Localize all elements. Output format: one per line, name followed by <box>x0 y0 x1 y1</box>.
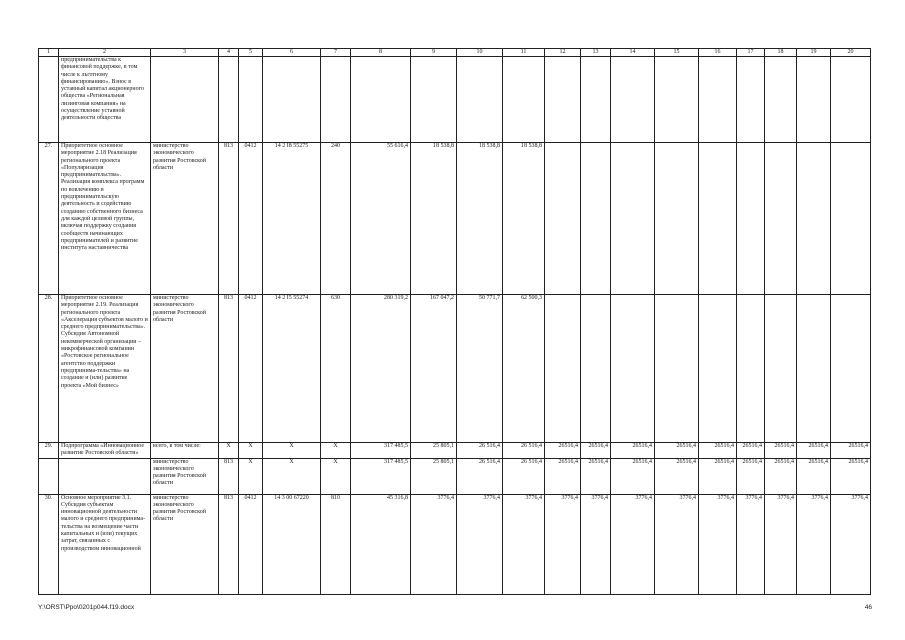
amount-cell: 167 047,2 <box>411 295 457 443</box>
amount-cell: 62 500,3 <box>503 295 545 443</box>
rzpr-code: 0412 <box>239 295 263 443</box>
csr-code: 14 2 I5 55274 <box>263 295 321 443</box>
column-number: 20 <box>831 49 871 57</box>
document-path: Y:\ORST\Ppo\0201p044.f19.docx <box>38 604 135 611</box>
vr-code: 240 <box>321 143 351 295</box>
amount-cell: 26 516,4 <box>503 458 545 494</box>
amount-cell <box>831 57 871 143</box>
amount-cell <box>457 57 503 143</box>
amount-cell <box>581 57 611 143</box>
column-number: 12 <box>545 49 581 57</box>
amount-cell <box>611 143 655 295</box>
table-row <box>39 295 871 443</box>
amount-cell: 3776,4 <box>765 494 797 594</box>
amount-cell: 26516,4 <box>831 458 871 494</box>
row-number: 27. <box>39 143 59 295</box>
rzpr-code: X <box>239 458 263 494</box>
column-number: 19 <box>797 49 831 57</box>
table-row <box>39 57 871 143</box>
rzpr-code: X <box>239 443 263 459</box>
amount-cell: 26 516,4 <box>503 443 545 459</box>
csr-code: X <box>263 458 321 494</box>
amount-cell: 26516,4 <box>581 458 611 494</box>
column-number: 3 <box>151 49 219 57</box>
activity-name: Приоритетное основное мероприятие 2.19. Реализация регионального проекта «Акселерация субъектов малого и среднего предпринимательства». Субсидия Автономной некоммерческой организации – микрофинансовой компании «Ростовское региональное агентство поддержки предпринима-тельства» на создание и (или) развитие проекта «Мой бизнес» <box>59 295 151 443</box>
amount-cell: 26516,4 <box>699 443 737 459</box>
amount-cell: 18 538,8 <box>457 143 503 295</box>
amount-cell: 18 538,8 <box>503 143 545 295</box>
executor: министерство экономического развития Ростовской области <box>151 458 219 494</box>
amount-cell <box>797 143 831 295</box>
csr-code: X <box>263 443 321 459</box>
amount-cell <box>699 143 737 295</box>
amount-cell <box>831 295 871 443</box>
table-row <box>39 458 871 494</box>
row-number <box>39 458 59 494</box>
table-row <box>39 494 871 594</box>
amount-cell <box>411 57 457 143</box>
amount-cell <box>737 57 765 143</box>
amount-cell: 3776,4 <box>699 494 737 594</box>
grbs-code: 813 <box>219 458 239 494</box>
amount-cell: 3776,4 <box>797 494 831 594</box>
amount-cell <box>351 57 411 143</box>
column-number: 1 <box>39 49 59 57</box>
row-number: 28. <box>39 295 59 443</box>
amount-cell: 55 616,4 <box>351 143 411 295</box>
amount-cell: 26 516,4 <box>457 443 503 459</box>
rzpr-code: 0412 <box>239 143 263 295</box>
amount-cell: 26516,4 <box>765 443 797 459</box>
amount-cell <box>765 57 797 143</box>
column-number: 13 <box>581 49 611 57</box>
amount-cell: 26516,4 <box>737 443 765 459</box>
amount-cell: 26516,4 <box>699 458 737 494</box>
amount-cell: 26516,4 <box>765 458 797 494</box>
amount-cell: 26516,4 <box>545 443 581 459</box>
rzpr-code: 0412 <box>239 494 263 594</box>
amount-cell <box>503 57 545 143</box>
amount-cell: 26516,4 <box>655 443 699 459</box>
amount-cell: 26516,4 <box>831 443 871 459</box>
column-number-row <box>39 49 871 57</box>
amount-cell: 26 516,4 <box>457 458 503 494</box>
amount-cell: 45 316,8 <box>351 494 411 594</box>
vr-code: X <box>321 443 351 459</box>
grbs-code: 813 <box>219 295 239 443</box>
vr-code: 630 <box>321 295 351 443</box>
executor: всего, в том числе: <box>151 443 219 459</box>
amount-cell <box>737 295 765 443</box>
grbs-code: X <box>219 443 239 459</box>
csr-code: 14 2 I8 55275 <box>263 143 321 295</box>
amount-cell <box>655 57 699 143</box>
csr-code <box>263 57 321 143</box>
amount-cell <box>545 143 581 295</box>
amount-cell <box>699 295 737 443</box>
amount-cell <box>797 57 831 143</box>
amount-cell <box>797 295 831 443</box>
column-number: 16 <box>699 49 737 57</box>
amount-cell <box>581 295 611 443</box>
activity-name: Подпрограмма «Инновационное развитие Ростовской области» <box>59 443 151 459</box>
amount-cell <box>831 143 871 295</box>
column-number: 6 <box>263 49 321 57</box>
amount-cell: 26516,4 <box>545 458 581 494</box>
amount-cell: 26516,4 <box>797 458 831 494</box>
amount-cell <box>655 143 699 295</box>
amount-cell: 26516,4 <box>581 443 611 459</box>
amount-cell: 50 771,7 <box>457 295 503 443</box>
amount-cell: 26516,4 <box>611 458 655 494</box>
column-number: 10 <box>457 49 503 57</box>
amount-cell: 3776,4 <box>581 494 611 594</box>
grbs-code: 813 <box>219 143 239 295</box>
row-number: 29. <box>39 443 59 459</box>
amount-cell: 26516,4 <box>797 443 831 459</box>
executor: министерство экономического развития Ростовской области <box>151 143 219 295</box>
page-number: 46 <box>864 604 872 611</box>
activity-name: Приоритетное основное мероприятие 2.18 Реализация регионального проекта «Популяризация предпринимательства». Реализация комплекса программ по вовлечению в предпринимательскую деятельность и содействию созданию собственного бизнеса для каждой целевой группы, включая поддержку создания сообществ начинающих предпринимателей и развитие института наставничества <box>59 143 151 295</box>
amount-cell: 3776,4 <box>411 494 457 594</box>
csr-code: 14 3 00 67220 <box>263 494 321 594</box>
amount-cell: 3776,4 <box>655 494 699 594</box>
amount-cell: 25 805,1 <box>411 443 457 459</box>
budget-table <box>38 48 871 595</box>
amount-cell: 317 485,5 <box>351 458 411 494</box>
grbs-code <box>219 57 239 143</box>
table-row <box>39 443 871 459</box>
amount-cell: 26516,4 <box>737 458 765 494</box>
amount-cell: 26516,4 <box>611 443 655 459</box>
amount-cell: 3776,4 <box>737 494 765 594</box>
column-number: 11 <box>503 49 545 57</box>
column-number: 5 <box>239 49 263 57</box>
executor: министерство экономического развития Ростовской области <box>151 494 219 594</box>
column-number: 18 <box>765 49 797 57</box>
amount-cell <box>765 143 797 295</box>
column-number: 14 <box>611 49 655 57</box>
amount-cell: 18 538,8 <box>411 143 457 295</box>
amount-cell: 3776,4 <box>611 494 655 594</box>
column-number: 15 <box>655 49 699 57</box>
amount-cell <box>655 295 699 443</box>
amount-cell: 26516,4 <box>655 458 699 494</box>
vr-code: X <box>321 458 351 494</box>
row-number <box>39 57 59 143</box>
rzpr-code <box>239 57 263 143</box>
amount-cell <box>699 57 737 143</box>
column-number: 9 <box>411 49 457 57</box>
amount-cell: 3776,4 <box>545 494 581 594</box>
activity-name: Основное мероприятие 3.1. Субсидия субъектам инновационной деятельности малого и среднего предпринима-тельства на возмещение части капитальных и (или) текущих затрат, связанных с производством инновационной <box>59 494 151 594</box>
amount-cell: 3776,4 <box>457 494 503 594</box>
amount-cell <box>581 143 611 295</box>
budget-table-page <box>38 48 870 603</box>
column-number: 7 <box>321 49 351 57</box>
table-row <box>39 143 871 295</box>
vr-code: 810 <box>321 494 351 594</box>
row-number: 30. <box>39 494 59 594</box>
amount-cell <box>611 295 655 443</box>
amount-cell <box>737 143 765 295</box>
amount-cell <box>545 57 581 143</box>
executor <box>151 57 219 143</box>
amount-cell: 3776,4 <box>831 494 871 594</box>
amount-cell <box>765 295 797 443</box>
column-number: 17 <box>737 49 765 57</box>
amount-cell: 317 485,5 <box>351 443 411 459</box>
grbs-code: 813 <box>219 494 239 594</box>
amount-cell: 3776,4 <box>503 494 545 594</box>
amount-cell <box>545 295 581 443</box>
activity-name: предпринимательства к финансовой поддержке, в том числе к льготному финансированию». Взнос в уставный капитал акционерного общества «Региональная лизинговая компания» на осуществление уставной деятельности общества <box>59 57 151 143</box>
executor: министерство экономического развития Ростовской области <box>151 295 219 443</box>
activity-name <box>59 458 151 494</box>
column-number: 8 <box>351 49 411 57</box>
amount-cell <box>611 57 655 143</box>
amount-cell: 280 319,2 <box>351 295 411 443</box>
column-number: 2 <box>59 49 151 57</box>
column-number: 4 <box>219 49 239 57</box>
vr-code <box>321 57 351 143</box>
amount-cell: 25 805,1 <box>411 458 457 494</box>
